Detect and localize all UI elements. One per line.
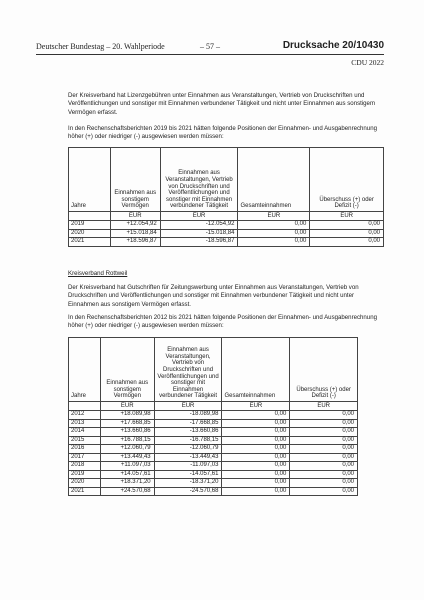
- value-cell: 0,00: [222, 428, 290, 437]
- section1-lead: In den Rechenschaftsberichten 2019 bis 2021 hätten folgende Positionen der Einnahmen- und Ausgabenrechnung höher (+) oder niedriger (-) ausgewiesen werden müssen:: [68, 125, 377, 141]
- value-cell: 0,00: [290, 419, 358, 428]
- value-cell: 0,00: [222, 462, 290, 471]
- table-row: [69, 411, 358, 420]
- header-document-number: Drucksache 20/10430: [282, 40, 384, 51]
- table-row: [69, 419, 358, 428]
- value-cell: 0,00: [290, 428, 358, 437]
- table-row: [69, 462, 358, 471]
- table-row: [69, 428, 358, 437]
- value-cell: 0,00: [290, 462, 358, 471]
- unit-cell: EUR: [160, 212, 238, 221]
- year-cell: 2019: [69, 221, 111, 230]
- value-cell: -16.788,15: [154, 436, 222, 445]
- value-cell: 0,00: [310, 229, 384, 238]
- value-cell: +13.660,86: [100, 428, 154, 437]
- table-row: [69, 453, 358, 462]
- table-row: [69, 221, 384, 230]
- value-cell: 0,00: [238, 221, 310, 230]
- unit-cell: EUR: [222, 402, 290, 411]
- value-cell: -12.060,79: [154, 445, 222, 454]
- value-cell: -18.089,98: [154, 411, 222, 420]
- table-row: [69, 479, 358, 488]
- year-cell: 2016: [69, 445, 101, 454]
- value-cell: +12.054,92: [110, 221, 160, 230]
- column-header: Jahre: [69, 148, 111, 212]
- value-cell: 0,00: [290, 479, 358, 488]
- unit-cell: EUR: [290, 402, 358, 411]
- year-cell: 2020: [69, 229, 111, 238]
- value-cell: +18.596,87: [110, 238, 160, 247]
- value-cell: 0,00: [222, 445, 290, 454]
- year-cell: 2018: [69, 462, 101, 471]
- value-cell: 0,00: [310, 238, 384, 247]
- table-row: [69, 487, 358, 496]
- column-header: Jahre: [69, 338, 101, 402]
- value-cell: 0,00: [290, 445, 358, 454]
- page-header: [36, 40, 384, 54]
- section2-table: [68, 337, 358, 496]
- year-cell: 2014: [69, 428, 101, 437]
- table-header-row: [69, 148, 384, 212]
- value-cell: +14.057,61: [100, 470, 154, 479]
- value-cell: 0,00: [222, 419, 290, 428]
- table-header-row: [69, 338, 358, 402]
- table-row: [69, 229, 384, 238]
- header-page-number: – 57 –: [200, 42, 220, 51]
- value-cell: +18.371,20: [100, 479, 154, 488]
- value-cell: 0,00: [222, 470, 290, 479]
- value-cell: 0,00: [290, 487, 358, 496]
- value-cell: +13.449,43: [100, 453, 154, 462]
- unit-cell: EUR: [110, 212, 160, 221]
- table-row: [69, 445, 358, 454]
- value-cell: -17.668,85: [154, 419, 222, 428]
- column-header: Überschuss (+) oder Defizit (-): [290, 338, 358, 402]
- column-header: Gesamteinnahmen: [238, 148, 310, 212]
- value-cell: 0,00: [290, 470, 358, 479]
- column-header: Überschuss (+) oder Defizit (-): [310, 148, 384, 212]
- year-cell: 2015: [69, 436, 101, 445]
- table-row: [69, 436, 358, 445]
- value-cell: 0,00: [238, 238, 310, 247]
- value-cell: +17.668,85: [100, 419, 154, 428]
- value-cell: 0,00: [222, 487, 290, 496]
- year-cell: 2021: [69, 487, 101, 496]
- column-header: Gesamteinnahmen: [222, 338, 290, 402]
- value-cell: 0,00: [238, 229, 310, 238]
- year-cell: 2012: [69, 411, 101, 420]
- section2-title: Kreisverband Rottweil: [68, 270, 128, 277]
- value-cell: -11.097,03: [154, 462, 222, 471]
- party-year-label: CDU 2022: [351, 58, 384, 67]
- value-cell: 0,00: [290, 411, 358, 420]
- year-cell: 2017: [69, 453, 101, 462]
- unit-cell: [69, 402, 101, 411]
- value-cell: +24.570,68: [100, 487, 154, 496]
- value-cell: -14.057,61: [154, 470, 222, 479]
- value-cell: 0,00: [222, 411, 290, 420]
- unit-row: [69, 212, 384, 221]
- unit-cell: EUR: [238, 212, 310, 221]
- unit-cell: EUR: [310, 212, 384, 221]
- value-cell: -15.018,84: [160, 229, 238, 238]
- value-cell: 0,00: [290, 453, 358, 462]
- value-cell: 0,00: [310, 221, 384, 230]
- value-cell: +18.089,98: [100, 411, 154, 420]
- column-header: Einnahmen aus sonstigem Vermögen: [110, 148, 160, 212]
- value-cell: -18.596,87: [160, 238, 238, 247]
- value-cell: -18.371,20: [154, 479, 222, 488]
- unit-cell: EUR: [100, 402, 154, 411]
- value-cell: -13.449,43: [154, 453, 222, 462]
- year-cell: 2021: [69, 238, 111, 247]
- year-cell: 2020: [69, 479, 101, 488]
- section1-table: [68, 147, 384, 247]
- table-row: [69, 470, 358, 479]
- section1-intro: Der Kreisverband hat Lizenzgebühren unter Einnahmen aus Veranstaltungen, Vertrieb von Druckschriften und Veröffentlichungen und sonstiger mit Einnahmen verbundener Tätigkeit und nicht unter Einnahmen aus sonstigem Vermögen erfasst.: [68, 92, 376, 116]
- year-cell: 2019: [69, 470, 101, 479]
- value-cell: 0,00: [290, 436, 358, 445]
- value-cell: -24.570,68: [154, 487, 222, 496]
- unit-cell: [69, 212, 111, 221]
- value-cell: 0,00: [222, 453, 290, 462]
- column-header: Einnahmen aus Veranstaltungen, Vertrieb von Druckschriften und Veröffentlichungen und sonstiger mit Einnahmen verbundener Tätigkeit: [160, 148, 238, 212]
- value-cell: +12.060,79: [100, 445, 154, 454]
- unit-cell: EUR: [154, 402, 222, 411]
- table-row: [69, 238, 384, 247]
- section2-lead: In den Rechenschaftsberichten 2012 bis 2021 hätten folgende Positionen der Einnahmen- und Ausgabenrechnung höher (+) oder niedriger (-) ausgewiesen werden müssen:: [68, 314, 377, 330]
- value-cell: +15.018,84: [110, 229, 160, 238]
- value-cell: 0,00: [222, 436, 290, 445]
- unit-row: [69, 402, 358, 411]
- header-publication: Deutscher Bundestag – 20. Wahlperiode: [36, 42, 165, 51]
- section2-intro: Der Kreisverband hat Gutschriften für Zeitungswerbung unter Einnahmen aus Veranstaltungen, Vertrieb von Druckschriften und Veröffentlichungen und sonstiger mit Einnahmen verbundener Tätigkeit und nicht unter Einnahmen aus sonstigem Vermögen erfasst.: [68, 284, 359, 308]
- column-header: Einnahmen aus sonstigem Vermögen: [100, 338, 154, 402]
- year-cell: 2013: [69, 419, 101, 428]
- value-cell: 0,00: [222, 479, 290, 488]
- column-header: Einnahmen aus Veranstaltungen, Vertrieb von Druckschriften und Veröffentlichungen und sonstiger mit Einnahmen verbundener Tätigkeit: [154, 338, 222, 402]
- value-cell: -12.054,92: [160, 221, 238, 230]
- value-cell: +11.097,03: [100, 462, 154, 471]
- header-rule: [36, 54, 384, 55]
- value-cell: -13.660,86: [154, 428, 222, 437]
- value-cell: +16.788,15: [100, 436, 154, 445]
